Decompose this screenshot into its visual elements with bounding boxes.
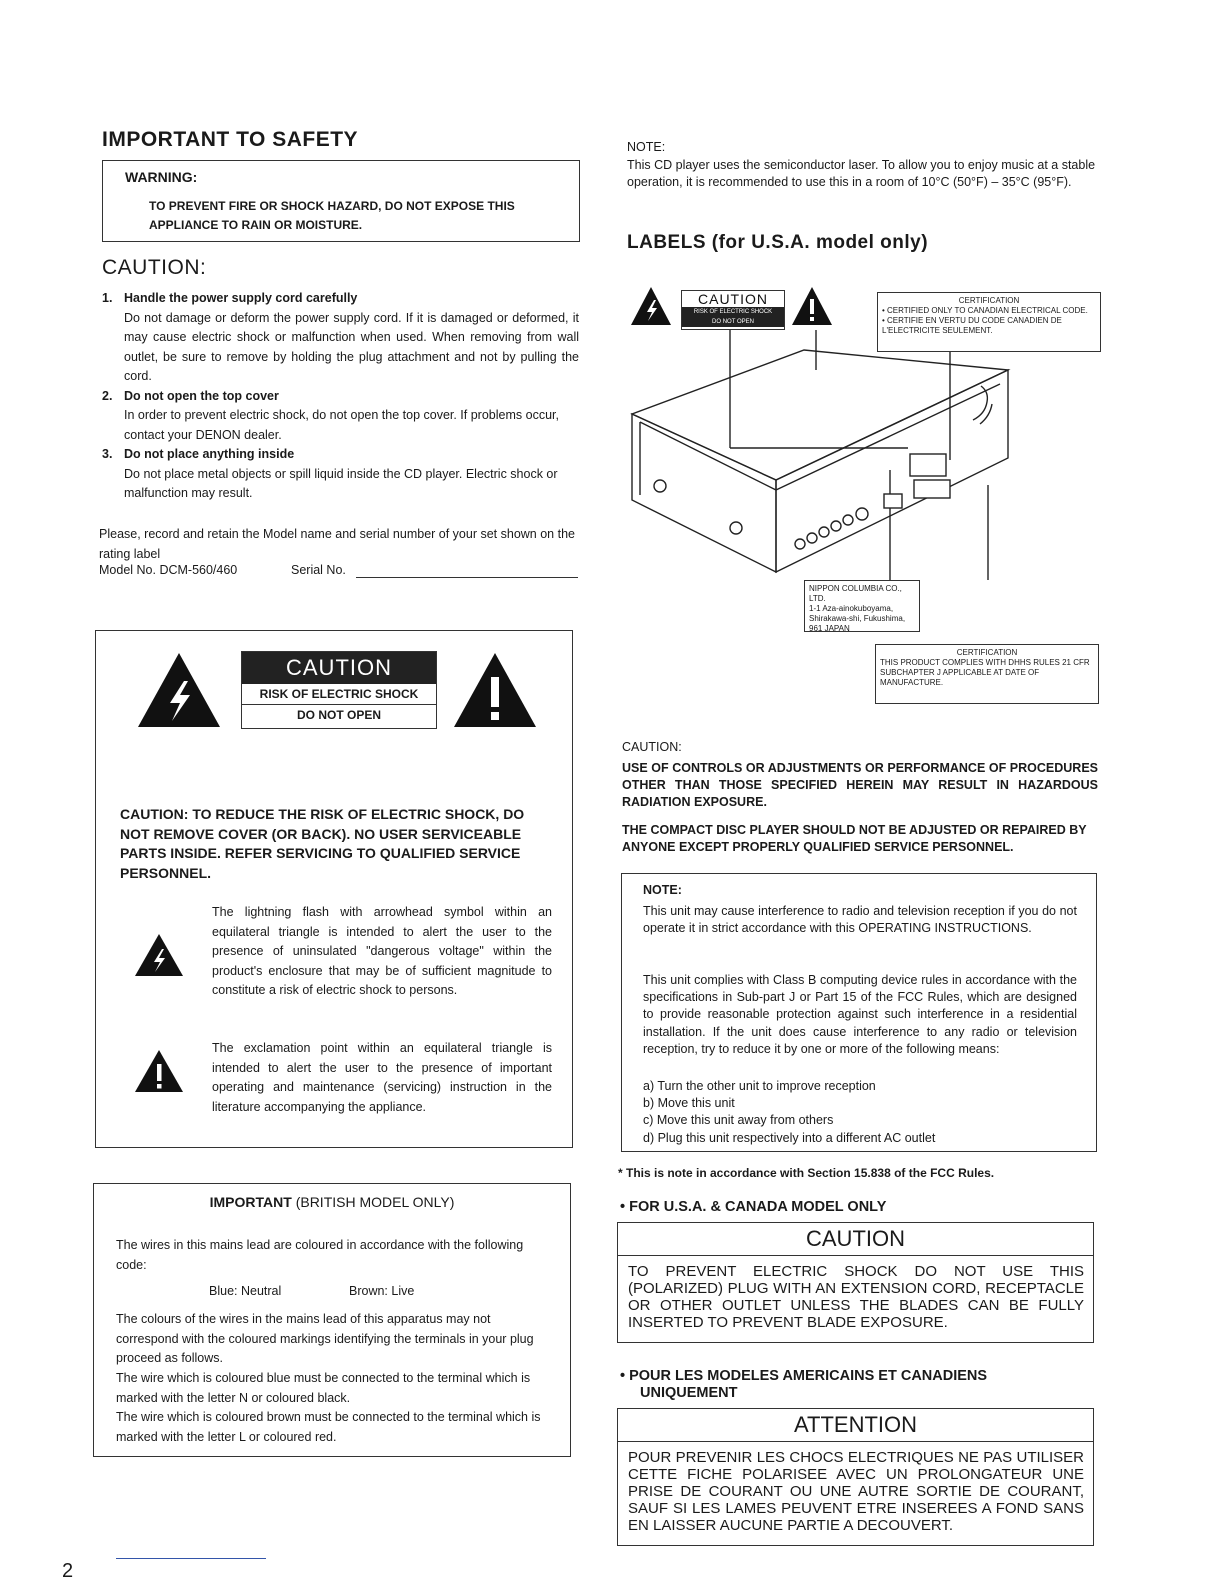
fcc-note-label: NOTE:: [643, 883, 682, 897]
caution-title: CAUTION:: [102, 256, 207, 279]
cert1-line1: • CERTIFIED ONLY TO CANADIAN ELECTRICAL CODE.: [882, 306, 1088, 315]
fcc-means-item: a) Turn the other unit to improve reception: [643, 1079, 876, 1093]
usa-canada-caution-box: [617, 1222, 1094, 1343]
addr-line4: 961 JAPAN: [809, 624, 850, 633]
usa-canada-caution-text: TO PREVENT ELECTRIC SHOCK DO NOT USE THIS (POLARIZED) PLUG WITH AN EXTENSION CORD, RECEPTACLE OR OTHER OUTLET UNLESS THE BLADES CAN BE FULLY INSERTED TO PREVENT BLADE EXPOSURE.: [628, 1263, 1084, 1331]
caution-label-line2: DO NOT OPEN: [242, 704, 436, 725]
caution-item-heading: Do not place anything inside: [124, 447, 295, 461]
french-heading-1: • POUR LES MODELES AMERICAINS ET CANADIENS: [620, 1368, 988, 1384]
mini-caution-title: CAUTION: [682, 291, 784, 307]
british-p2: The wire which is coloured blue must be connected to the terminal which is marked with the letter N or coloured black.: [116, 1371, 531, 1405]
caution-item-1: [102, 289, 579, 387]
exclamation-triangle-icon: [452, 651, 538, 729]
fcc-means-item: c) Move this unit away from others: [643, 1113, 834, 1128]
french-heading-2: UNIQUEMENT: [640, 1385, 738, 1401]
warning-text-2: APPLIANCE TO RAIN OR MOISTURE.: [149, 218, 363, 232]
fcc-note-p1: This unit may cause interference to radio and television reception if you do not operate it in strict accordance with this OPERATING INSTRUCTIONS.: [643, 904, 1077, 935]
british-box: [93, 1183, 571, 1457]
exclamation-triangle-icon: [134, 1049, 184, 1093]
fcc-means-list: [643, 1078, 1077, 1147]
french-attention-text: POUR PREVENIR LES CHOCS ELECTRIQUES NE PAS UTILISER CETTE FICHE POLARISEE AVEC UN PROLONGATEUR UNE PRISE DE COURANT OU UNE AUTRE SORTIE DE COURANT, SAUF SI LES LAMES PEUVENT ETRE INSEREES A FOND SANS EN LAISSER AUCUNE PARTIE A DECOUVERT.: [628, 1449, 1084, 1534]
cert2-text: THIS PRODUCT COMPLIES WITH DHHS RULES 21 CFR SUBCHAPTER J APPLICABLE AT DATE OF MANUFACTURE.: [880, 658, 1090, 687]
british-title-rest: (BRITISH MODEL ONLY): [295, 1194, 455, 1210]
note-top-label: NOTE:: [627, 140, 666, 154]
caution-item-number: 2.: [102, 388, 113, 403]
british-title-bold: IMPORTANT: [209, 1194, 292, 1210]
usa-canada-divider: [618, 1255, 1093, 1256]
caution-list: [102, 289, 579, 504]
labels-title: LABELS (for U.S.A. model only): [627, 232, 929, 253]
caution-item-2: [102, 387, 579, 446]
british-p3: The wire which is coloured brown must be connected to the terminal which is marked with the letter L or coloured red.: [116, 1410, 541, 1444]
caution-item-number: 1.: [102, 291, 113, 305]
caution-item-3: [102, 445, 579, 504]
caution-label-title: CAUTION: [242, 652, 436, 684]
cert1-title: CERTIFICATION: [958, 296, 1020, 305]
french-attention-title: ATTENTION: [793, 1412, 918, 1437]
caution-item-number: 3.: [102, 447, 113, 461]
warning-text-1: TO PREVENT FIRE OR SHOCK HAZARD, DO NOT EXPOSE THIS: [149, 199, 515, 213]
mini-caution-label: [681, 290, 785, 330]
british-title: [94, 1194, 570, 1210]
serial-line: [356, 577, 578, 578]
french-attention-box: [617, 1408, 1094, 1546]
fcc-means-item: d) Plug this unit respectively into a different AC outlet: [643, 1130, 936, 1145]
cert1-line2: • CERTIFIE EN VERTU DU CODE CANADIEN DE L'ELECTRICITE SEULEMENT.: [882, 316, 1062, 335]
mini-caution-sub1: RISK OF ELECTRIC SHOCK: [682, 307, 784, 317]
addr-line1: NIPPON COLUMBIA CO., LTD.: [809, 584, 902, 603]
lightning-triangle-icon: [630, 286, 672, 326]
note-top-text: This CD player uses the semiconductor laser. To allow you to enjoy music at a stable operation, it is recommended to use this in a room of 10°C (50°F) – 35°C (95°F).: [627, 158, 1096, 189]
mini-caution-sub2: DO NOT OPEN: [682, 317, 784, 327]
laser-caution-label: CAUTION:: [622, 740, 682, 754]
lightning-description: The lightning flash with arrowhead symbol within an equilateral triangle is intended to alert the user to the presence of uninsulated "dangerous voltage" within the product's enclosure that may be of sufficient magnitude to constitute a risk of electric shock to persons.: [212, 905, 552, 997]
caution-label: [241, 651, 437, 729]
british-intro: The wires in this mains lead are coloured in accordance with the following code:: [116, 1238, 524, 1272]
exclamation-triangle-icon: [791, 286, 833, 326]
british-blue: Blue: Neutral: [209, 1284, 282, 1298]
safety-title: IMPORTANT TO SAFETY: [102, 128, 359, 151]
french-divider: [618, 1441, 1093, 1442]
caution-item-text: Do not damage or deform the power supply cord. If it is damaged or deformed, it may cause electric shock or malfunction when used. When removing from wall outlet, be sure to remove by holding the plug attachment and not by pulling the cord.: [124, 310, 579, 383]
page-number: 2: [62, 1560, 74, 1582]
caution-label-line1: RISK OF ELECTRIC SHOCK: [259, 687, 419, 701]
caution-item-heading: Handle the power supply cord carefully: [124, 291, 358, 305]
fcc-note-p2: This unit complies with Class B computing device rules in accordance with the specifications in Sub-part J or Part 15 of the FCC Rules, which are designed to provide reasonable protection against such interference in a residential installation. If the unit does cause interference to any radio or television reception, try to reduce it by one or more of the following means:: [643, 973, 1077, 1056]
fcc-means-item: b) Move this unit: [643, 1096, 735, 1111]
addr-line3: Shirakawa-shi, Fukushima,: [809, 614, 906, 623]
footer-rule: [116, 1558, 266, 1559]
lightning-triangle-icon: [136, 651, 222, 729]
warning-label: WARNING:: [125, 169, 198, 185]
caution-item-heading: Do not open the top cover: [124, 388, 279, 403]
laser-caution-p1: USE OF CONTROLS OR ADJUSTMENTS OR PERFORMANCE OF PROCEDURES OTHER THAN THOSE SPECIFIED HEREIN MAY RESULT IN HAZARDOUS RADIATION EXPOSURE.: [622, 761, 1098, 809]
caution-item-text: Do not place metal objects or spill liquid inside the CD player. Electric shock or malfunction may result.: [124, 466, 558, 500]
british-brown: Brown: Live: [349, 1284, 415, 1298]
exclamation-description: The exclamation point within an equilateral triangle is intended to alert the user to the presence of important operating and maintenance (servicing) instruction in the literature accompanying the appliance.: [212, 1041, 552, 1114]
warning-box: [102, 160, 580, 242]
fcc-footnote: * This is note in accordance with Section 15.838 of the FCC Rules.: [618, 1166, 995, 1180]
fcc-note-box: [621, 873, 1097, 1152]
usa-canada-heading: • FOR U.S.A. & CANADA MODEL ONLY: [620, 1199, 887, 1215]
manufacturer-label: [804, 580, 920, 632]
record-text: Please, record and retain the Model name and serial number of your set shown on the rating label: [99, 527, 575, 561]
caution-item-text: In order to prevent electric shock, do not open the top cover. If problems occur, contact your DENON dealer.: [124, 408, 559, 442]
model-number: Model No. DCM-560/460: [99, 563, 238, 577]
usa-canada-caution-title: CAUTION: [806, 1226, 905, 1251]
certification-label-dhhs: [875, 644, 1099, 704]
british-p1: The colours of the wires in the mains lead of this apparatus may not correspond with the coloured markings identifying the terminals in your plug proceed as follows.: [116, 1312, 534, 1365]
addr-line2: 1-1 Aza-ainokuboyama,: [809, 604, 894, 613]
serial-label: Serial No.: [291, 563, 346, 577]
cd-player-rear-illustration: [628, 330, 1018, 580]
shock-caution-box: [95, 630, 573, 1148]
lightning-triangle-icon: [134, 933, 184, 977]
laser-caution-p2: THE COMPACT DISC PLAYER SHOULD NOT BE ADJUSTED OR REPAIRED BY ANYONE EXCEPT PROPERLY QUALIFIED SERVICE PERSONNEL.: [622, 823, 1087, 854]
shock-warning-text: CAUTION: TO REDUCE THE RISK OF ELECTRIC SHOCK, DO NOT REMOVE COVER (OR BACK). NO USER SERVICEABLE PARTS INSIDE. REFER SERVICING TO QUALIFIED SERVICE PERSONNEL.: [120, 806, 525, 881]
cert2-title: CERTIFICATION: [956, 648, 1018, 657]
